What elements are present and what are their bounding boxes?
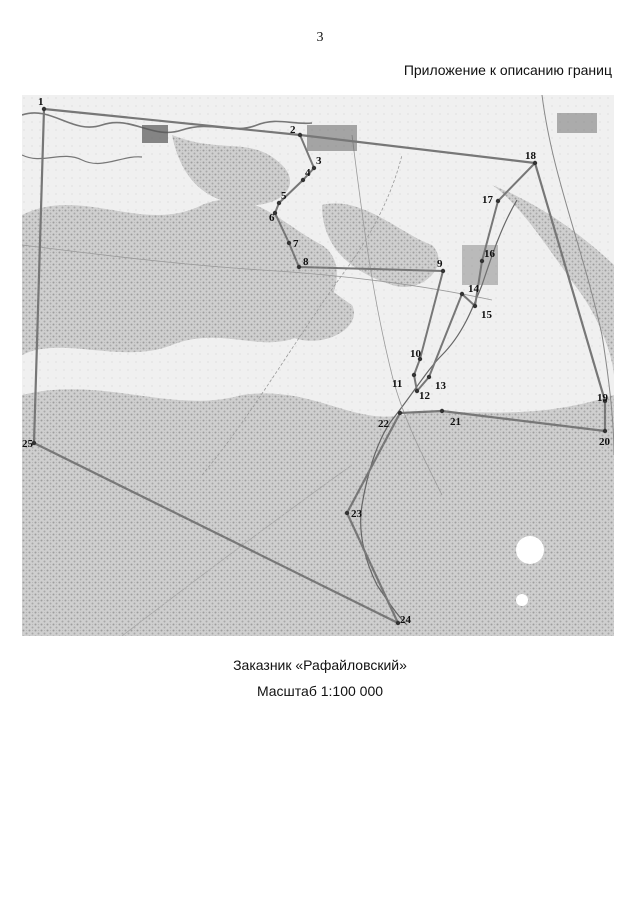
boundary-point-marker [412,373,416,377]
reserve-name: Заказник «Рафайловский» [233,657,407,673]
boundary-point-label: 3 [316,155,322,167]
boundary-point-label: 13 [435,380,446,392]
boundary-point-label: 2 [290,124,296,136]
boundary-point-label: 9 [437,258,443,270]
boundary-point-label: 25 [22,438,33,450]
boundary-point-marker [287,241,291,245]
map-scale: Масштаб 1:100 000 [256,683,384,699]
boundary-point-label: 20 [599,436,610,448]
boundary-point-label: 5 [281,190,287,202]
boundary-point-label: 4 [305,167,311,179]
boundary-point-label: 18 [525,150,536,162]
boundary-point-marker [298,133,302,137]
lake [516,536,544,564]
boundary-point-label: 22 [378,418,389,430]
boundary-point-marker [427,375,431,379]
boundary-point-label: 8 [303,256,309,268]
boundary-point-label: 12 [419,390,430,402]
boundary-point-label: 11 [392,378,403,390]
page-number: 3 [316,30,324,45]
boundary-point-marker [345,511,349,515]
boundary-point-label: 6 [269,212,275,224]
boundary-point-label: 14 [468,283,479,295]
boundary-point-marker [496,199,500,203]
boundary-point-label: 7 [293,238,299,250]
settlement [557,113,597,133]
boundary-point-label: 15 [481,309,492,321]
boundary-point-label: 10 [410,348,421,360]
reserve-boundary-map [22,95,614,636]
boundary-point-label: 23 [351,508,362,520]
settlement [142,125,168,143]
lake [516,594,528,606]
boundary-point-marker [473,304,477,308]
appendix-title: Приложение к описанию границ [403,62,612,78]
boundary-point-marker [603,429,607,433]
boundary-point-marker [398,411,402,415]
boundary-point-marker [440,409,444,413]
boundary-point-label: 19 [597,392,608,404]
boundary-point-marker [460,292,464,296]
boundary-point-marker [297,265,301,269]
boundary-point-label: 16 [484,248,495,260]
boundary-point-label: 21 [450,416,461,428]
boundary-point-label: 1 [38,96,44,108]
boundary-point-label: 17 [482,194,493,206]
boundary-point-label: 24 [400,614,411,626]
